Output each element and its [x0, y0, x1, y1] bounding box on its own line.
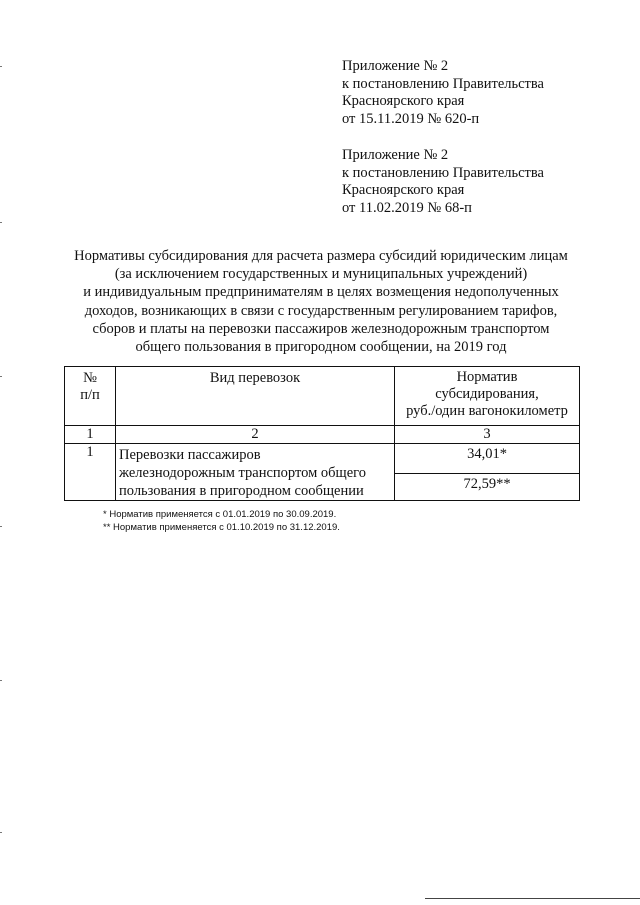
- appendix-region: Красноярского края: [342, 93, 465, 109]
- header-number: № п/п: [65, 367, 116, 426]
- subsidy-norms-table: [64, 366, 580, 501]
- column-index: 3: [395, 426, 580, 444]
- header-norm: Норматив субсидирования, руб./один вагонокилометр: [395, 367, 580, 426]
- scan-artifact: [0, 832, 2, 833]
- appendix-region: Красноярского края: [342, 182, 465, 198]
- footnote: * Норматив применяется с 01.01.2019 по 30.09.2019.: [103, 509, 337, 520]
- title-line: сборов и платы на перевозки пассажиров железнодорожным транспортом: [92, 320, 550, 337]
- appendix-reference: к постановлению Правительства: [342, 164, 544, 181]
- footnote: ** Норматив применяется с 01.10.2019 по 31.12.2019.: [103, 522, 340, 533]
- footnotes: [103, 508, 340, 534]
- document-title: [62, 247, 580, 356]
- table-row: [65, 444, 580, 474]
- appendix-number: Приложение № 2: [342, 147, 449, 163]
- appendix-date: от 11.02.2019 № 68-п: [342, 199, 472, 216]
- scan-artifact: [0, 680, 2, 681]
- row-transport-type: Перевозки пассажиров железнодорожным транспортом общего пользования в пригородном сообщении: [116, 444, 395, 501]
- title-line: и индивидуальным предпринимателям в целях возмещения недополученных: [83, 284, 559, 301]
- norm-value-period-1: 34,01*: [395, 444, 580, 474]
- norm-value-period-2: 72,59**: [395, 473, 580, 500]
- scan-artifact: [0, 66, 2, 67]
- title-line: доходов, возникающих в связи с государственным регулированием тарифов,: [84, 302, 558, 319]
- appendix-header-original: [342, 147, 544, 217]
- scan-artifact: [0, 526, 2, 527]
- appendix-header-current: [342, 58, 544, 128]
- scan-edge-line: [425, 898, 640, 899]
- appendix-reference: к постановлению Правительства: [342, 75, 544, 92]
- scan-artifact: [0, 376, 2, 377]
- table-header-row: [65, 367, 580, 426]
- header-transport-type: Вид перевозок: [116, 367, 395, 426]
- appendix-number: Приложение № 2: [342, 58, 449, 74]
- title-line: Нормативы субсидирования для расчета размера субсидий юридическим лицам: [74, 248, 568, 264]
- column-index: 2: [116, 426, 395, 444]
- scan-artifact: [0, 222, 2, 223]
- column-index: 1: [65, 426, 116, 444]
- column-numbering-row: [65, 426, 580, 444]
- row-number: 1: [65, 444, 116, 501]
- title-line: общего пользования в пригородном сообщении, на 2019 год: [135, 339, 507, 356]
- appendix-date: от 15.11.2019 № 620-п: [342, 110, 480, 127]
- title-line: (за исключением государственных и муниципальных учреждений): [114, 266, 528, 283]
